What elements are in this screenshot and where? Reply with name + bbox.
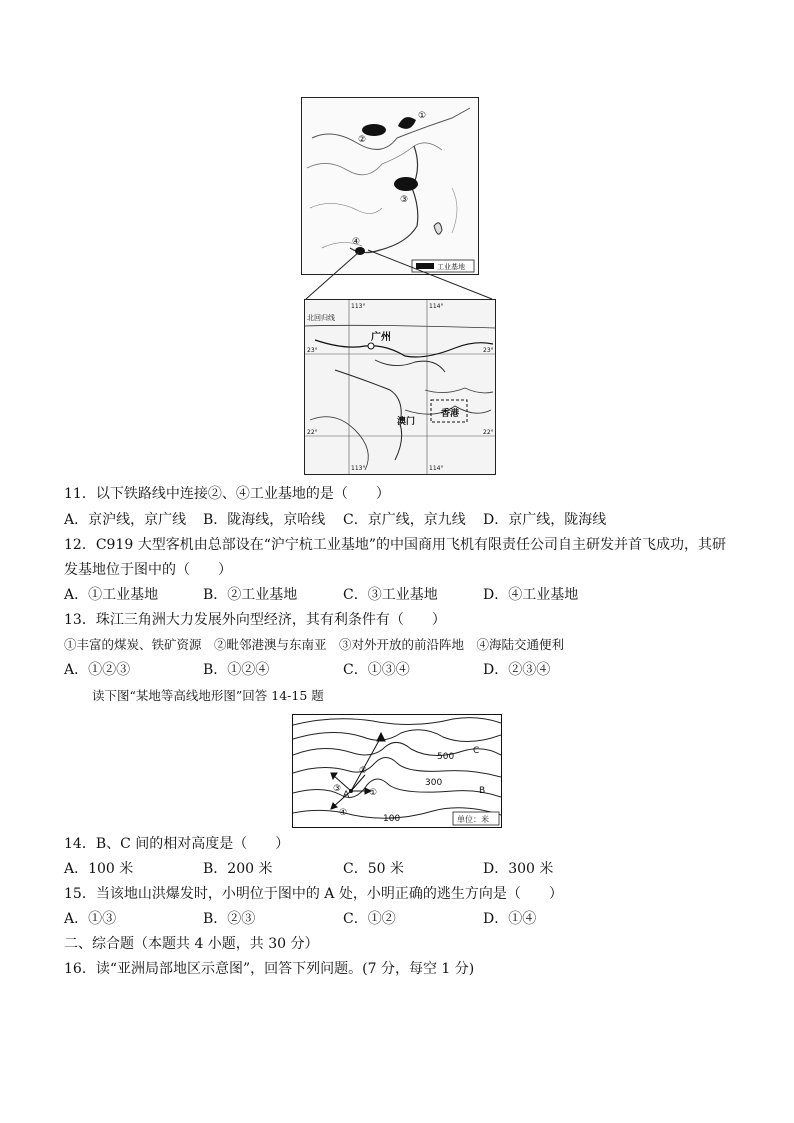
macau-label: 澳门	[397, 417, 416, 427]
q11-option-b: B．陇海线，京哈线	[203, 512, 326, 528]
lat-22-right: 22°	[483, 429, 494, 436]
arrow-label-2: ②	[359, 766, 368, 776]
contour-100: 100	[383, 814, 401, 824]
base-label-1: ①	[418, 111, 427, 121]
q12-option-a: A．①工业基地	[64, 587, 159, 603]
contour-map-svg	[293, 715, 501, 827]
contour-intro: 读下图“某地等高线地形图”回答 14-15 题	[92, 688, 324, 703]
q13-option-d: D．②③④	[483, 662, 551, 678]
guangzhou-label: 广州	[371, 332, 391, 343]
legend-label: 工业基地	[437, 263, 465, 271]
base-label-4: ④	[352, 237, 361, 247]
lat-23-right: 23°	[483, 347, 494, 354]
prd-map-svg	[305, 300, 495, 474]
unit-label: 单位：米	[457, 815, 489, 824]
lon-113-bottom: 113°	[351, 465, 366, 472]
q15-stem: 15．当该地山洪爆发时，小明位于图中的 A 处，小明正确的逃生方向是（ ）	[64, 886, 563, 902]
q15-option-d: D．①④	[483, 911, 537, 927]
arrow-label-3: ③	[333, 784, 342, 794]
hongkong-label: 香港	[441, 409, 460, 419]
q14-option-b: B．200 米	[203, 861, 273, 877]
lat-23-left: 23°	[307, 347, 318, 354]
q15-option-c: C．①②	[343, 911, 396, 927]
arrow-label-4: ④	[339, 808, 348, 818]
tropic-label: 北回归线	[307, 314, 335, 322]
pearl-river-delta-map	[304, 299, 496, 475]
q13-conditions: ①丰富的煤炭、铁矿资源 ②毗邻港澳与东南亚 ③对外开放的前沿阵地 ④海陆交通便利	[64, 637, 565, 652]
contour-map	[292, 714, 502, 828]
q12-option-d: D．④工业基地	[483, 587, 579, 603]
q14-option-d: D．300 米	[483, 861, 554, 877]
lon-114-bottom: 114°	[429, 465, 444, 472]
q13-option-c: C．①③④	[343, 662, 410, 678]
label-c: C	[473, 746, 480, 756]
label-b: B	[479, 786, 486, 796]
q12-option-c: C．③工业基地	[343, 587, 438, 603]
label-a: A	[343, 790, 350, 800]
q13-option-a: A．①②③	[64, 662, 131, 678]
q11-stem: 11．以下铁路线中连接②、④工业基地的是（ ）	[64, 486, 390, 502]
base-label-2: ②	[358, 135, 367, 145]
q11-option-d: D．京广线，陇海线	[483, 512, 607, 528]
q14-stem: 14．B、C 间的相对高度是（ ）	[64, 836, 290, 852]
base-label-3: ③	[400, 195, 409, 205]
q12-stem-line2: 发基地位于图中的（ ）	[64, 562, 232, 578]
q16-stem: 16．读“亚洲局部地区示意图”，回答下列问题。(7 分，每空 1 分)	[64, 961, 475, 977]
q13-stem: 13．珠江三角洲大力发展外向型经济，其有利条件有（ ）	[64, 612, 446, 628]
q14-option-c: C．50 米	[343, 861, 404, 877]
arrow-label-1: ①	[369, 788, 378, 798]
contour-300: 300	[425, 778, 443, 788]
section2-heading: 二、综合题（本题共 4 小题，共 30 分）	[64, 936, 319, 952]
q13-option-b: B．①②④	[203, 662, 270, 678]
connector-lines	[0, 0, 794, 320]
contour-500: 500	[437, 752, 455, 762]
q15-option-b: B．②③	[203, 911, 256, 927]
q14-option-a: A．100 米	[64, 861, 134, 877]
lon-114-top: 114°	[429, 303, 444, 310]
q12-stem-line1: 12．C919 大型客机由总部设在“沪宁杭工业基地”的中国商用飞机有限责任公司自主研发并首飞成功，其研	[64, 537, 727, 553]
lon-113-top: 113°	[351, 303, 366, 310]
q12-option-b: B．②工业基地	[203, 587, 298, 603]
lat-22-left: 22°	[307, 429, 318, 436]
q11-option-c: C．京广线，京九线	[343, 512, 466, 528]
q15-option-a: A．①③	[64, 911, 117, 927]
q11-option-a: A．京沪线，京广线	[64, 512, 187, 528]
